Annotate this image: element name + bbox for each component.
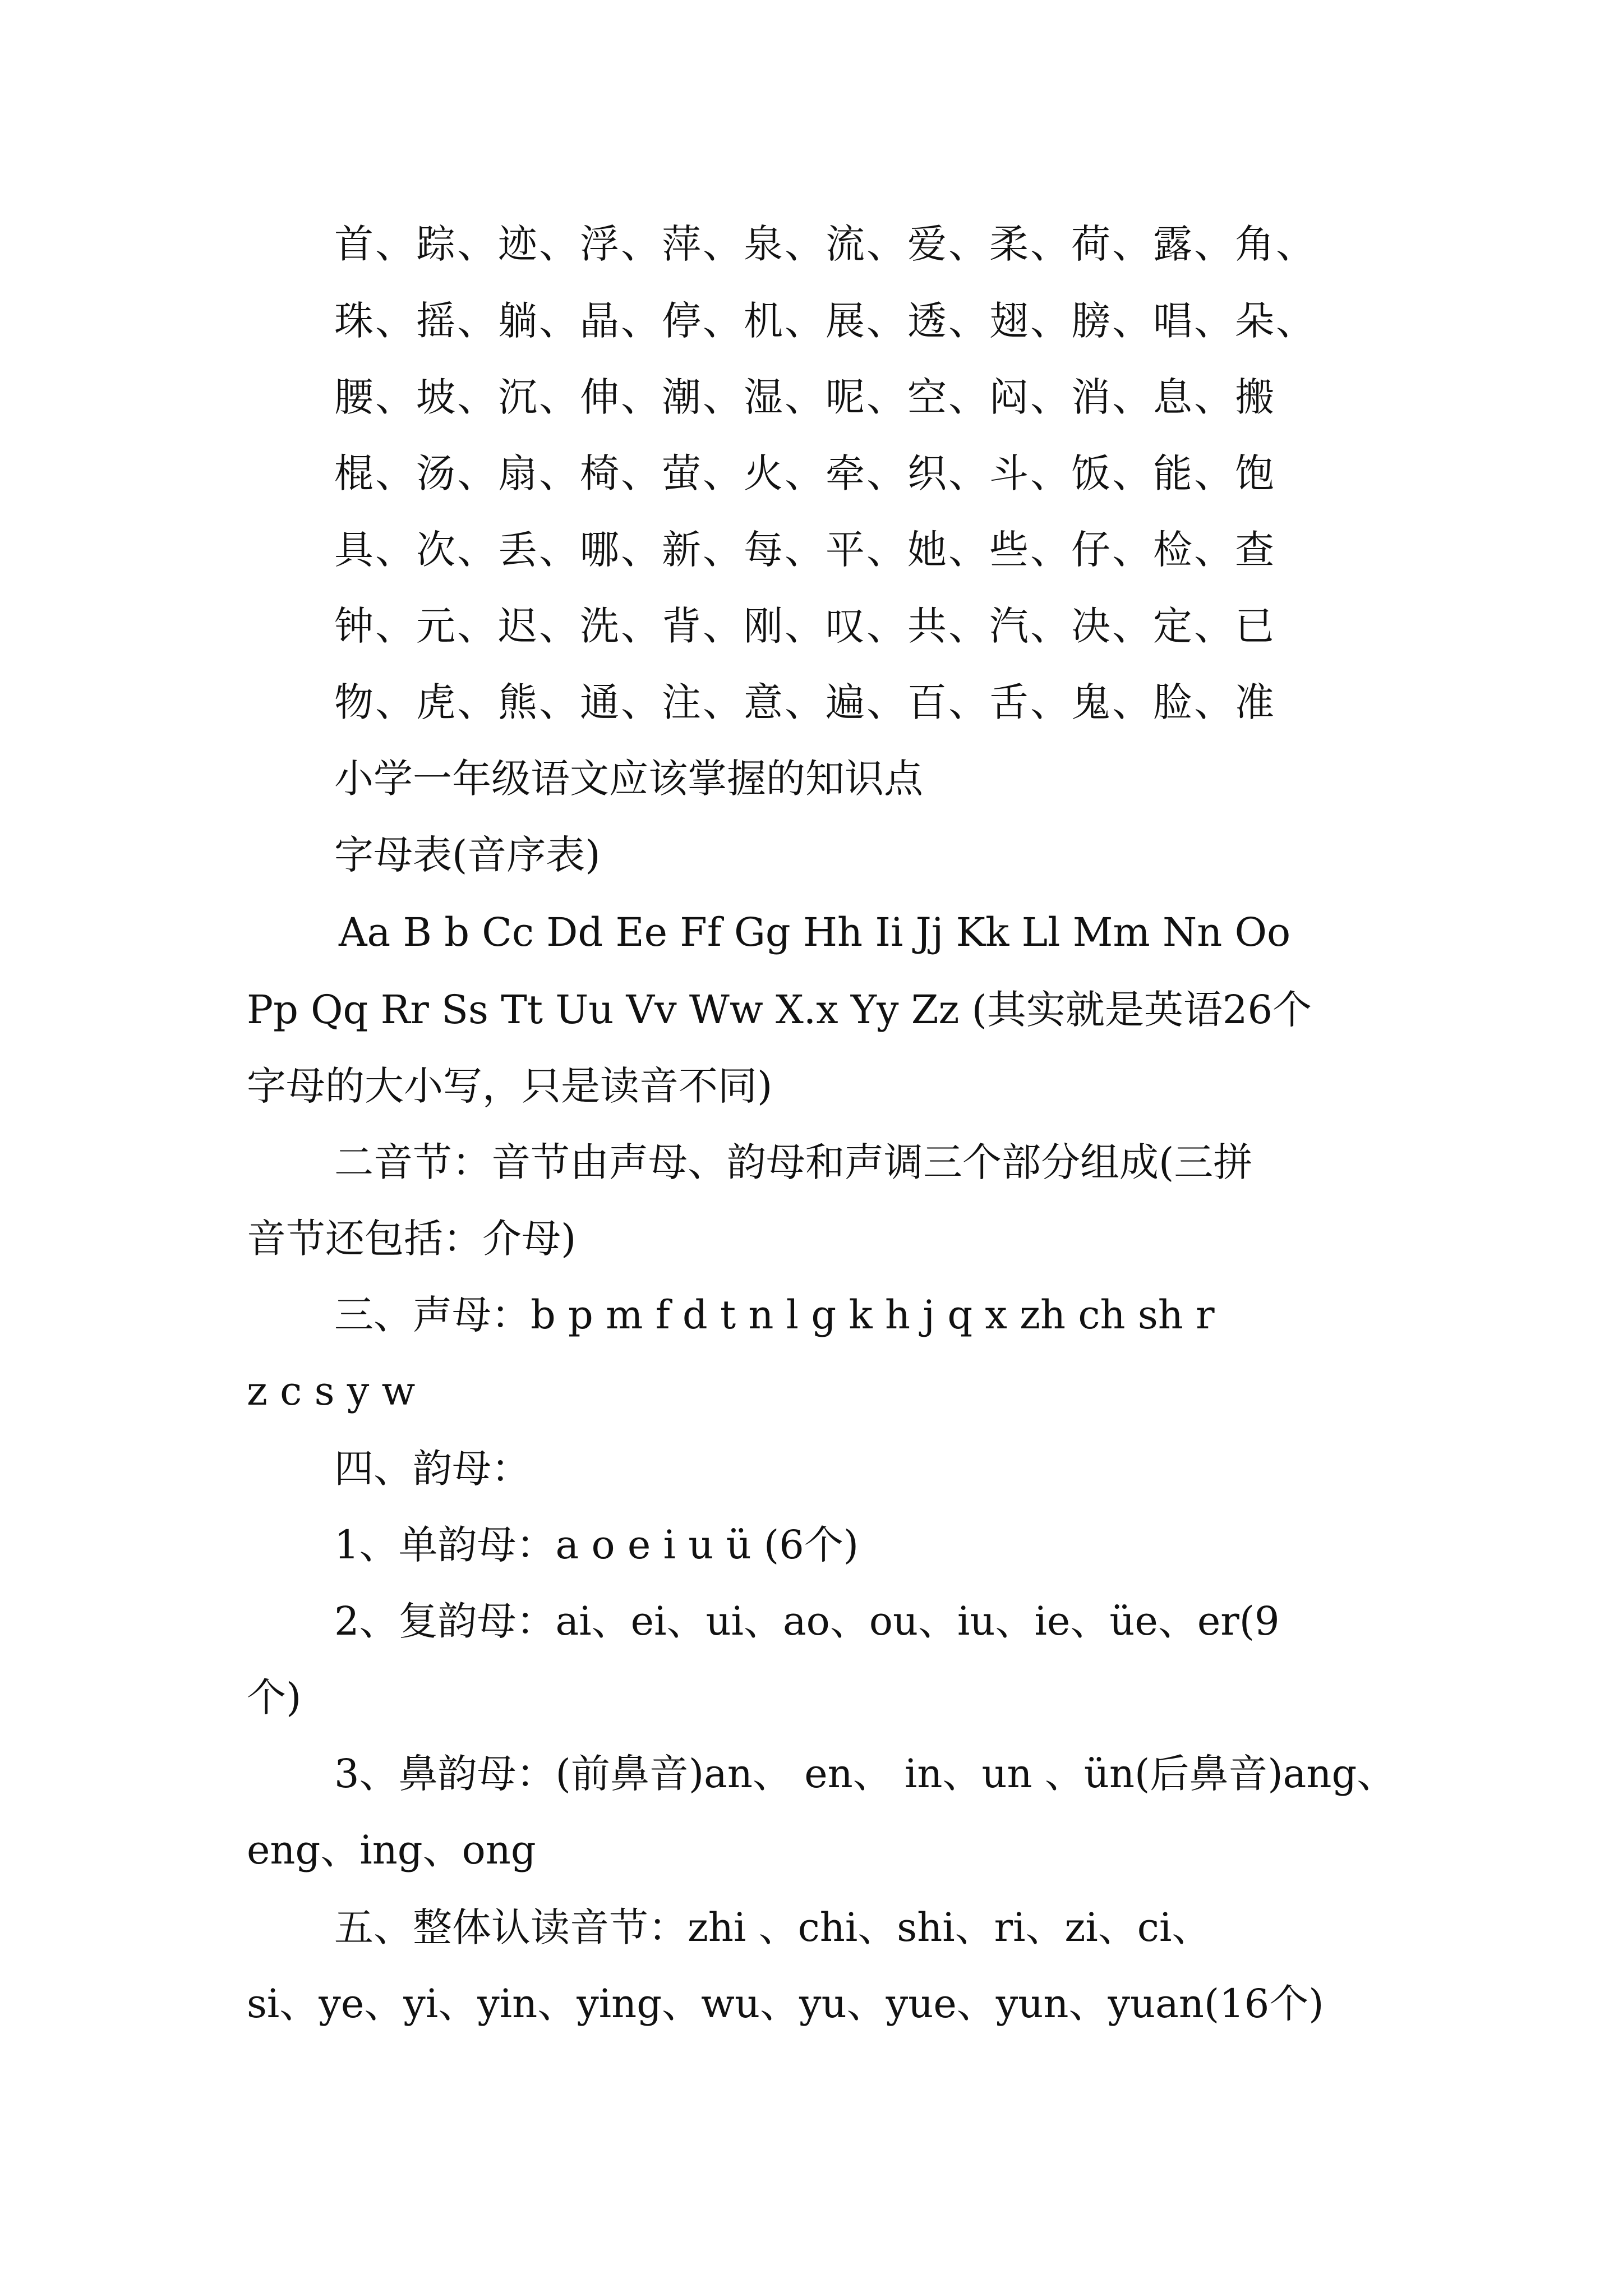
alphabet-title: 字母表(音序表) (334, 832, 601, 878)
char-list-line-3: 腰、坡、沉、伸、潮、湿、呢、空、闷、消、息、搬 (334, 374, 1276, 420)
finals-single: 1、单韵母：a o e i u ü (6个) (334, 1522, 859, 1568)
char-list-line-1: 首、踪、迹、浮、萍、泉、流、爱、柔、荷、露、角、 (334, 221, 1317, 267)
finals-nasal-line-2: eng、ing、ong (247, 1827, 536, 1873)
alphabet-line-3: 字母的大小写，只是读音不同) (247, 1063, 773, 1109)
alphabet-line-1: Aa B b Cc Dd Ee Ff Gg Hh Ii Jj Kk Ll Mm Nn Oo (339, 909, 1291, 955)
initials-line-2: z c s y w (247, 1368, 416, 1414)
whole-syllables-line-1: 五、整体认读音节：zhi 、chi、shi、ri、zi、ci、 (334, 1904, 1211, 1950)
char-list-line-2: 珠、摇、躺、晶、停、机、展、透、翅、膀、唱、朵、 (334, 298, 1317, 344)
syllable-paragraph-line-2: 音节还包括：介母) (247, 1216, 577, 1262)
char-list-line-4: 棍、汤、扇、椅、萤、火、牵、织、斗、饭、能、饱 (334, 450, 1276, 496)
finals-compound-line-1: 2、复韵母：ai、ei、ui、ao、ou、iu、ie、üe、er(9 (334, 1598, 1280, 1644)
syllable-paragraph-line-1: 二音节：音节由声母、韵母和声调三个部分组成(三拼 (334, 1139, 1253, 1185)
initials-line-1: 三、声母：b p m f d t n l g k h j q x zh ch sh r (334, 1292, 1215, 1338)
finals-compound-line-2: 个) (247, 1674, 302, 1720)
finals-nasal-line-1: 3、鼻韵母：(前鼻音)an、 en、 in、un 、ün(后鼻音)ang、 (334, 1751, 1396, 1797)
alphabet-line-2: Pp Qq Rr Ss Tt Uu Vv Ww X.x Yy Zz (其实就是英语26个 (247, 987, 1312, 1033)
char-list-line-7: 物、虎、熊、通、注、意、遍、百、舌、鬼、脸、准 (334, 679, 1276, 725)
whole-syllables-line-2: si、ye、yi、yin、ying、wu、yu、yue、yun、yuan(16个) (247, 1981, 1324, 2027)
char-list-line-5: 具、次、丢、哪、新、每、平、她、些、仔、检、查 (334, 527, 1276, 573)
section-heading: 小学一年级语文应该掌握的知识点 (334, 756, 923, 802)
char-list-line-6: 钟、元、迟、洗、背、刚、叹、共、汽、决、定、已 (334, 603, 1276, 649)
finals-title: 四、韵母： (334, 1446, 531, 1492)
